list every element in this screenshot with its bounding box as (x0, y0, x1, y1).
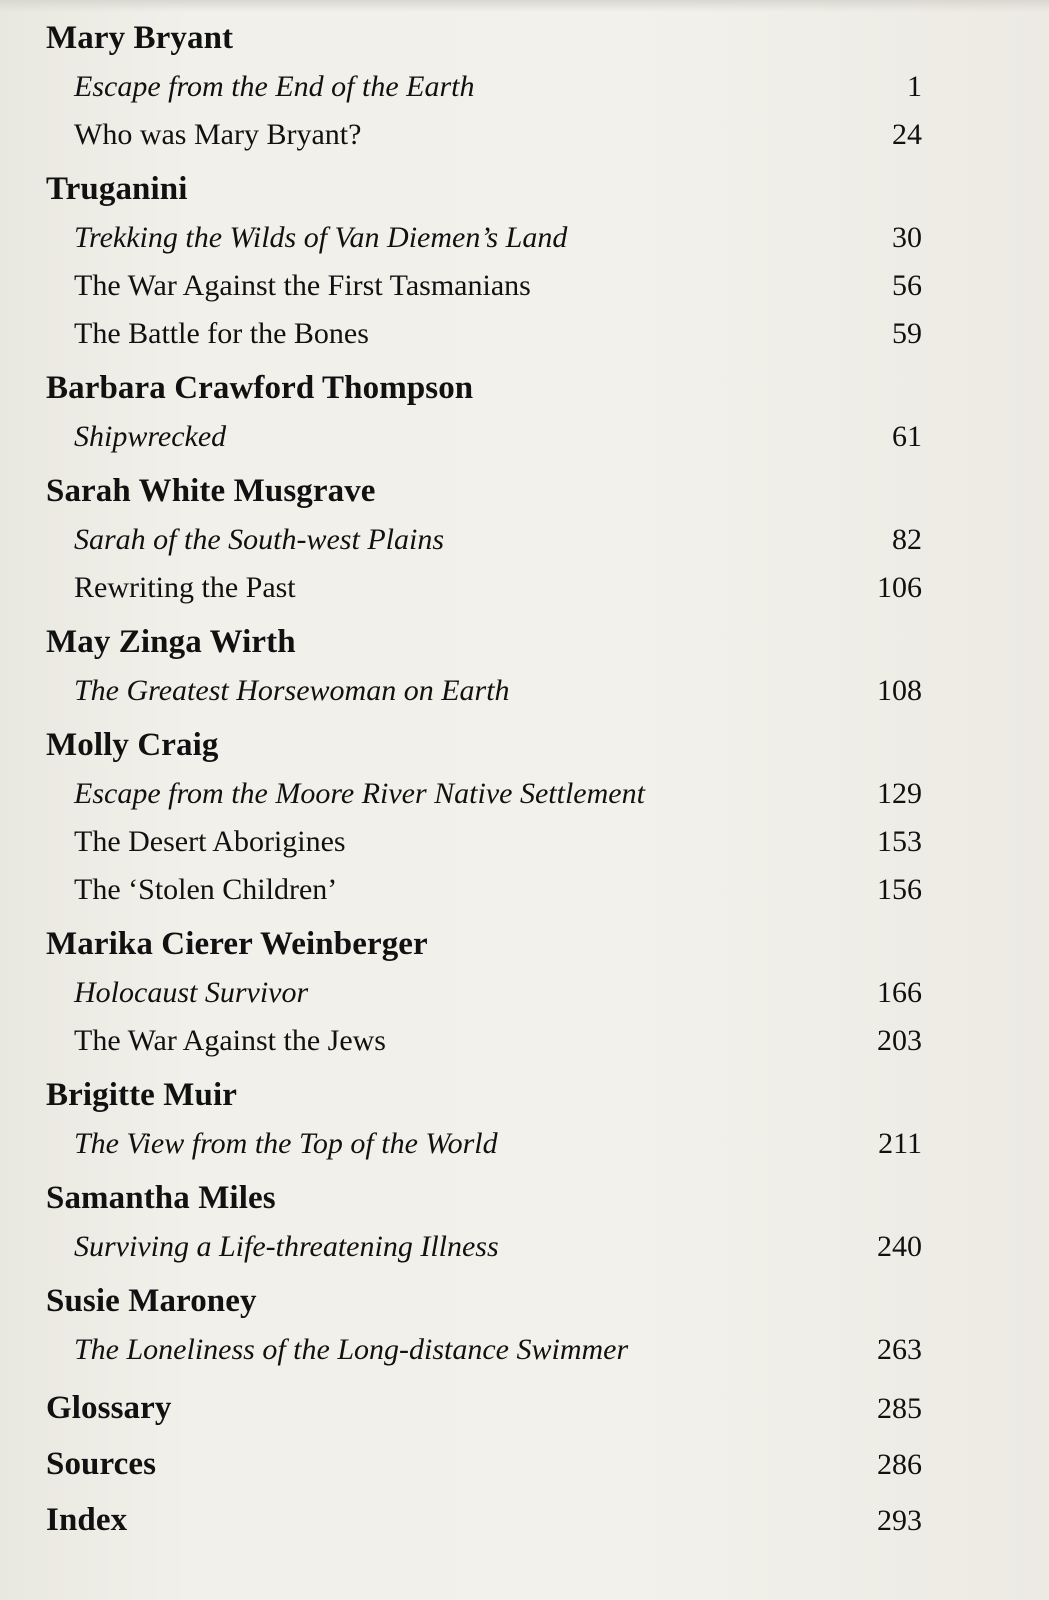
toc-section-truganini (46, 165, 922, 358)
toc-entry[interactable] (46, 413, 922, 461)
toc-entry[interactable] (46, 214, 922, 262)
toc-heading-row (46, 1071, 922, 1120)
toc-heading-row (46, 1492, 922, 1548)
toc-entry-title: The War Against the Jews (74, 1024, 386, 1057)
toc-heading-row (46, 920, 922, 969)
toc-heading: Samantha Miles (46, 1180, 276, 1216)
toc-heading: Susie Maroney (46, 1283, 257, 1319)
toc-page-number: 293 (877, 1504, 922, 1537)
toc-page-number: 56 (892, 269, 922, 302)
toc-entry[interactable] (46, 63, 922, 111)
toc-heading-row (46, 618, 922, 667)
toc-heading: Glossary (46, 1390, 172, 1426)
toc-section-may-zinga-wirth (46, 618, 922, 715)
toc-page-number: 156 (877, 873, 922, 906)
toc-entry-title: Escape from the Moore River Native Settlement (74, 777, 645, 810)
toc-heading-row (46, 14, 922, 63)
toc-page-number: 203 (877, 1024, 922, 1057)
toc-heading-row (46, 364, 922, 413)
toc-entry-title: Trekking the Wilds of Van Diemen’s Land (74, 221, 568, 254)
toc-heading: Molly Craig (46, 727, 219, 763)
toc-heading-row (46, 467, 922, 516)
table-of-contents (46, 14, 922, 1548)
toc-heading: May Zinga Wirth (46, 624, 296, 660)
toc-back-matter-index[interactable] (46, 1492, 922, 1548)
toc-entry[interactable] (46, 310, 922, 358)
toc-entry[interactable] (46, 1017, 922, 1065)
toc-page-number: 61 (892, 420, 922, 453)
toc-page-number: 24 (892, 118, 922, 151)
toc-section-molly-craig (46, 721, 922, 914)
toc-entry[interactable] (46, 770, 922, 818)
toc-page-number: 240 (877, 1230, 922, 1263)
toc-section-mary-bryant (46, 14, 922, 159)
toc-page-number: 106 (877, 571, 922, 604)
toc-entry-title: The Battle for the Bones (74, 317, 369, 350)
toc-page-number: 129 (877, 777, 922, 810)
toc-page-number: 59 (892, 317, 922, 350)
toc-heading: Barbara Crawford Thompson (46, 370, 474, 406)
toc-entry[interactable] (46, 262, 922, 310)
toc-heading: Sources (46, 1446, 157, 1482)
toc-heading: Index (46, 1502, 128, 1538)
toc-heading: Truganini (46, 171, 188, 207)
toc-entry-title: The Loneliness of the Long-distance Swimmer (74, 1333, 629, 1366)
toc-entry-title: The Greatest Horsewoman on Earth (74, 674, 510, 707)
toc-page-number: 30 (892, 221, 922, 254)
toc-back-matter-glossary[interactable] (46, 1380, 922, 1436)
toc-heading-row (46, 1436, 922, 1492)
toc-section-marika-cierer-weinberger (46, 920, 922, 1065)
toc-heading: Sarah White Musgrave (46, 473, 376, 509)
toc-heading-row (46, 165, 922, 214)
toc-section-sarah-white-musgrave (46, 467, 922, 612)
toc-entry-title: Escape from the End of the Earth (74, 70, 475, 103)
toc-page-number: 286 (877, 1448, 922, 1481)
toc-entry-title: Sarah of the South-west Plains (74, 523, 444, 556)
toc-entry-title: Shipwrecked (74, 420, 227, 453)
toc-heading-row (46, 1174, 922, 1223)
toc-entry-title: Surviving a Life-threatening Illness (74, 1230, 499, 1263)
toc-page-number: 153 (877, 825, 922, 858)
toc-section-samantha-miles (46, 1174, 922, 1271)
toc-entry[interactable] (46, 818, 922, 866)
toc-entry-title: Holocaust Survivor (74, 976, 309, 1009)
toc-entry-title: The View from the Top of the World (74, 1127, 498, 1160)
toc-section-brigitte-muir (46, 1071, 922, 1168)
toc-heading-row (46, 1277, 922, 1326)
toc-entry[interactable] (46, 969, 922, 1017)
toc-back-matter-sources[interactable] (46, 1436, 922, 1492)
toc-page-number: 82 (892, 523, 922, 556)
toc-entry[interactable] (46, 111, 922, 159)
toc-heading-row (46, 1380, 922, 1436)
toc-page-number: 166 (877, 976, 922, 1009)
toc-entry[interactable] (46, 1223, 922, 1271)
toc-entry-title: The ‘Stolen Children’ (74, 873, 338, 906)
toc-section-barbara-crawford-thompson (46, 364, 922, 461)
toc-heading-row (46, 721, 922, 770)
toc-page-number: 108 (877, 674, 922, 707)
toc-page-number: 263 (877, 1333, 922, 1366)
toc-entry[interactable] (46, 1120, 922, 1168)
toc-heading: Brigitte Muir (46, 1077, 237, 1113)
toc-entry-title: Rewriting the Past (74, 571, 296, 604)
toc-section-susie-maroney (46, 1277, 922, 1374)
toc-entry-title: The Desert Aborigines (74, 825, 346, 858)
toc-entry[interactable] (46, 866, 922, 914)
toc-page-number: 1 (907, 70, 922, 103)
toc-page-number: 211 (878, 1127, 922, 1160)
toc-page-number: 285 (877, 1392, 922, 1425)
toc-entry[interactable] (46, 1326, 922, 1374)
toc-heading: Marika Cierer Weinberger (46, 926, 428, 962)
toc-entry[interactable] (46, 667, 922, 715)
toc-entry-title: Who was Mary Bryant? (74, 118, 362, 151)
toc-heading: Mary Bryant (46, 20, 234, 56)
toc-entry[interactable] (46, 564, 922, 612)
toc-entry-title: The War Against the First Tasmanians (74, 269, 531, 302)
toc-entry[interactable] (46, 516, 922, 564)
page-top-edge (0, 0, 1049, 12)
